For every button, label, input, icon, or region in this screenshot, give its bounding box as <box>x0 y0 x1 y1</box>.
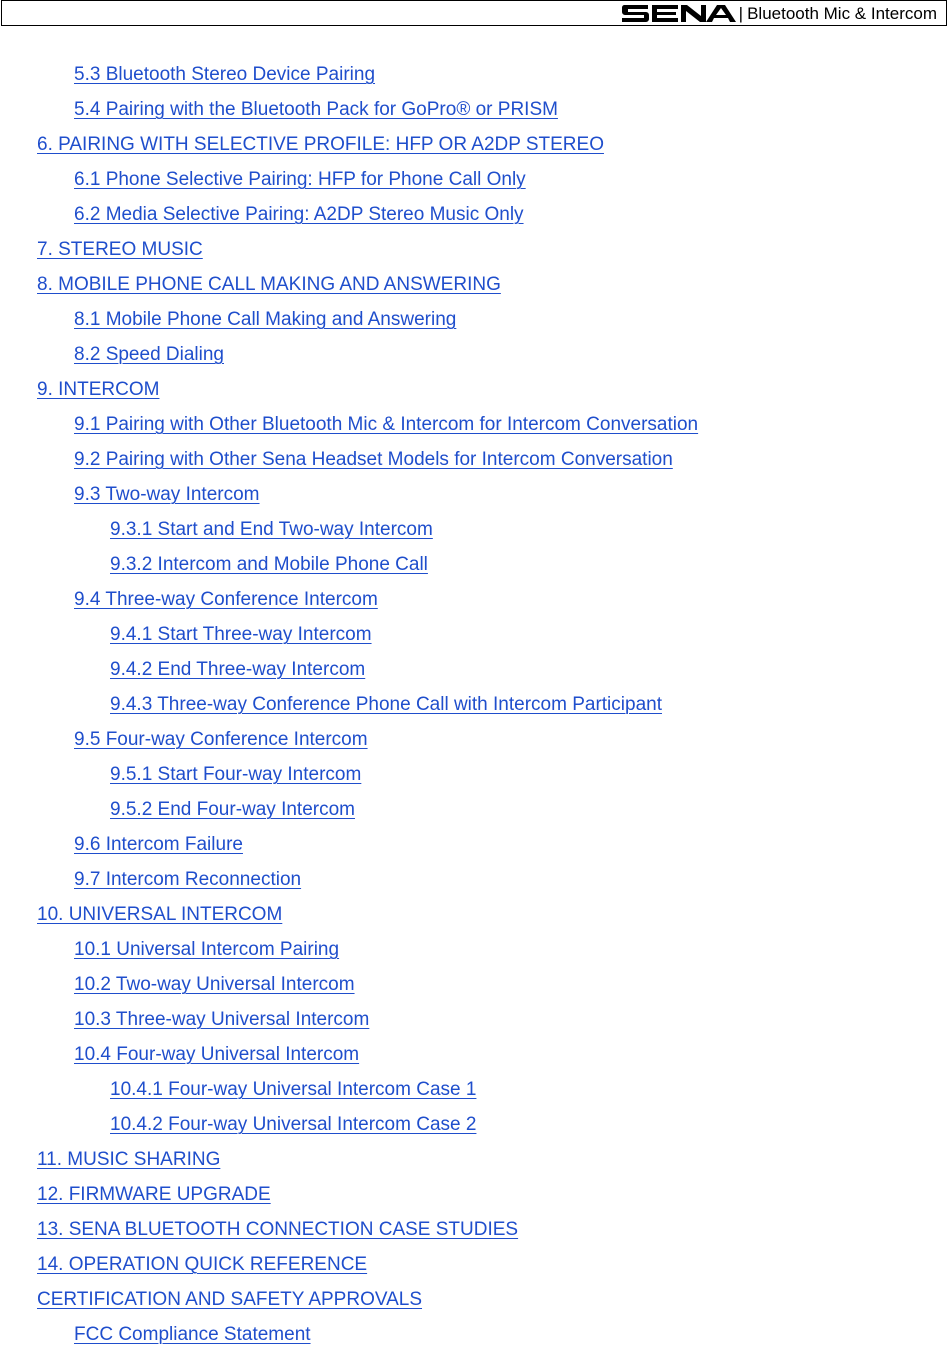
toc-link[interactable]: 13. SENA BLUETOOTH CONNECTION CASE STUDIES <box>37 1219 519 1240</box>
toc-entry <box>0 932 950 967</box>
toc-entry <box>0 862 950 897</box>
toc-link[interactable]: 12. FIRMWARE UPGRADE <box>37 1184 271 1205</box>
toc-link[interactable]: 9.4.1 Start Three-way Intercom <box>110 624 372 645</box>
toc-link[interactable]: 10.1 Universal Intercom Pairing <box>74 939 340 960</box>
toc-link[interactable]: 9.6 Intercom Failure <box>74 834 243 855</box>
toc-entry <box>0 407 950 442</box>
toc-entry <box>0 1177 950 1212</box>
toc-link[interactable]: CERTIFICATION AND SAFETY APPROVALS <box>37 1289 423 1310</box>
toc-entry <box>0 92 950 127</box>
toc-entry <box>0 477 950 512</box>
toc-entry <box>0 162 950 197</box>
toc-entry <box>0 1282 950 1317</box>
sena-logo-icon <box>620 4 738 23</box>
toc-link[interactable]: 9.1 Pairing with Other Bluetooth Mic & Intercom for Intercom Conversation <box>74 414 699 435</box>
toc-entry <box>0 967 950 1002</box>
toc-link[interactable]: 6.1 Phone Selective Pairing: HFP for Phone Call Only <box>74 169 526 190</box>
toc-entry <box>0 792 950 827</box>
toc-link[interactable]: 10.4 Four-way Universal Intercom <box>74 1044 360 1065</box>
toc-link[interactable]: 14. OPERATION QUICK REFERENCE <box>37 1254 368 1275</box>
page-header <box>1 0 947 26</box>
toc-entry <box>0 1107 950 1142</box>
toc-link[interactable]: 8. MOBILE PHONE CALL MAKING AND ANSWERING <box>37 274 501 295</box>
toc-entry <box>0 1072 950 1107</box>
table-of-contents <box>0 57 950 1352</box>
toc-link[interactable]: 10.3 Three-way Universal Intercom <box>74 1009 370 1030</box>
header-separator: | <box>738 3 744 23</box>
toc-link[interactable]: 9.4.3 Three-way Conference Phone Call with Intercom Participant <box>110 694 662 715</box>
toc-link[interactable]: 10. UNIVERSAL INTERCOM <box>37 904 283 925</box>
toc-entry <box>0 1002 950 1037</box>
header-title: Bluetooth Mic & Intercom <box>747 3 937 23</box>
toc-link[interactable]: 9.5.2 End Four-way Intercom <box>110 799 355 820</box>
toc-link[interactable]: 9.3.2 Intercom and Mobile Phone Call <box>110 554 428 575</box>
toc-link[interactable]: 9.5 Four-way Conference Intercom <box>74 729 368 750</box>
toc-link[interactable]: 9.4.2 End Three-way Intercom <box>110 659 366 680</box>
toc-link[interactable]: 6.2 Media Selective Pairing: A2DP Stereo Music Only <box>74 204 524 225</box>
toc-entry <box>0 1142 950 1177</box>
toc-entry <box>0 1037 950 1072</box>
toc-entry <box>0 897 950 932</box>
toc-entry <box>0 547 950 582</box>
toc-entry <box>0 582 950 617</box>
toc-entry <box>0 372 950 407</box>
toc-link[interactable]: 9.5.1 Start Four-way Intercom <box>110 764 362 785</box>
toc-link[interactable]: 9.3 Two-way Intercom <box>74 484 260 505</box>
toc-entry <box>0 197 950 232</box>
toc-link[interactable]: 5.4 Pairing with the Bluetooth Pack for GoPro® or PRISM <box>74 99 558 120</box>
toc-link[interactable]: 7. STEREO MUSIC <box>37 239 203 260</box>
toc-entry <box>0 1317 950 1352</box>
toc-link[interactable]: 8.2 Speed Dialing <box>74 344 224 365</box>
toc-link[interactable]: 9.3.1 Start and End Two-way Intercom <box>110 519 433 540</box>
toc-entry <box>0 57 950 92</box>
toc-entry <box>0 232 950 267</box>
toc-entry <box>0 757 950 792</box>
toc-entry <box>0 722 950 757</box>
toc-link[interactable]: 9.4 Three-way Conference Intercom <box>74 589 378 610</box>
toc-entry <box>0 267 950 302</box>
toc-entry <box>0 617 950 652</box>
toc-link[interactable]: FCC Compliance Statement <box>74 1324 311 1345</box>
toc-link[interactable]: 11. MUSIC SHARING <box>37 1149 221 1170</box>
toc-entry <box>0 1212 950 1247</box>
sena-logo <box>620 4 738 23</box>
toc-entry <box>0 337 950 372</box>
toc-link[interactable]: 10.4.1 Four-way Universal Intercom Case 1 <box>110 1079 477 1100</box>
toc-link[interactable]: 8.1 Mobile Phone Call Making and Answering <box>74 309 457 330</box>
toc-entry <box>0 652 950 687</box>
toc-entry <box>0 127 950 162</box>
toc-entry <box>0 442 950 477</box>
toc-entry <box>0 1247 950 1282</box>
toc-link[interactable]: 10.2 Two-way Universal Intercom <box>74 974 355 995</box>
toc-entry <box>0 827 950 862</box>
toc-link[interactable]: 10.4.2 Four-way Universal Intercom Case 2 <box>110 1114 477 1135</box>
toc-link[interactable]: 9. INTERCOM <box>37 379 160 400</box>
toc-link[interactable]: 9.7 Intercom Reconnection <box>74 869 302 890</box>
toc-entry <box>0 512 950 547</box>
toc-entry <box>0 302 950 337</box>
toc-link[interactable]: 6. PAIRING WITH SELECTIVE PROFILE: HFP OR A2DP STEREO <box>37 134 604 155</box>
toc-link[interactable]: 5.3 Bluetooth Stereo Device Pairing <box>74 64 376 85</box>
toc-link[interactable]: 9.2 Pairing with Other Sena Headset Models for Intercom Conversation <box>74 449 673 470</box>
toc-entry <box>0 687 950 722</box>
